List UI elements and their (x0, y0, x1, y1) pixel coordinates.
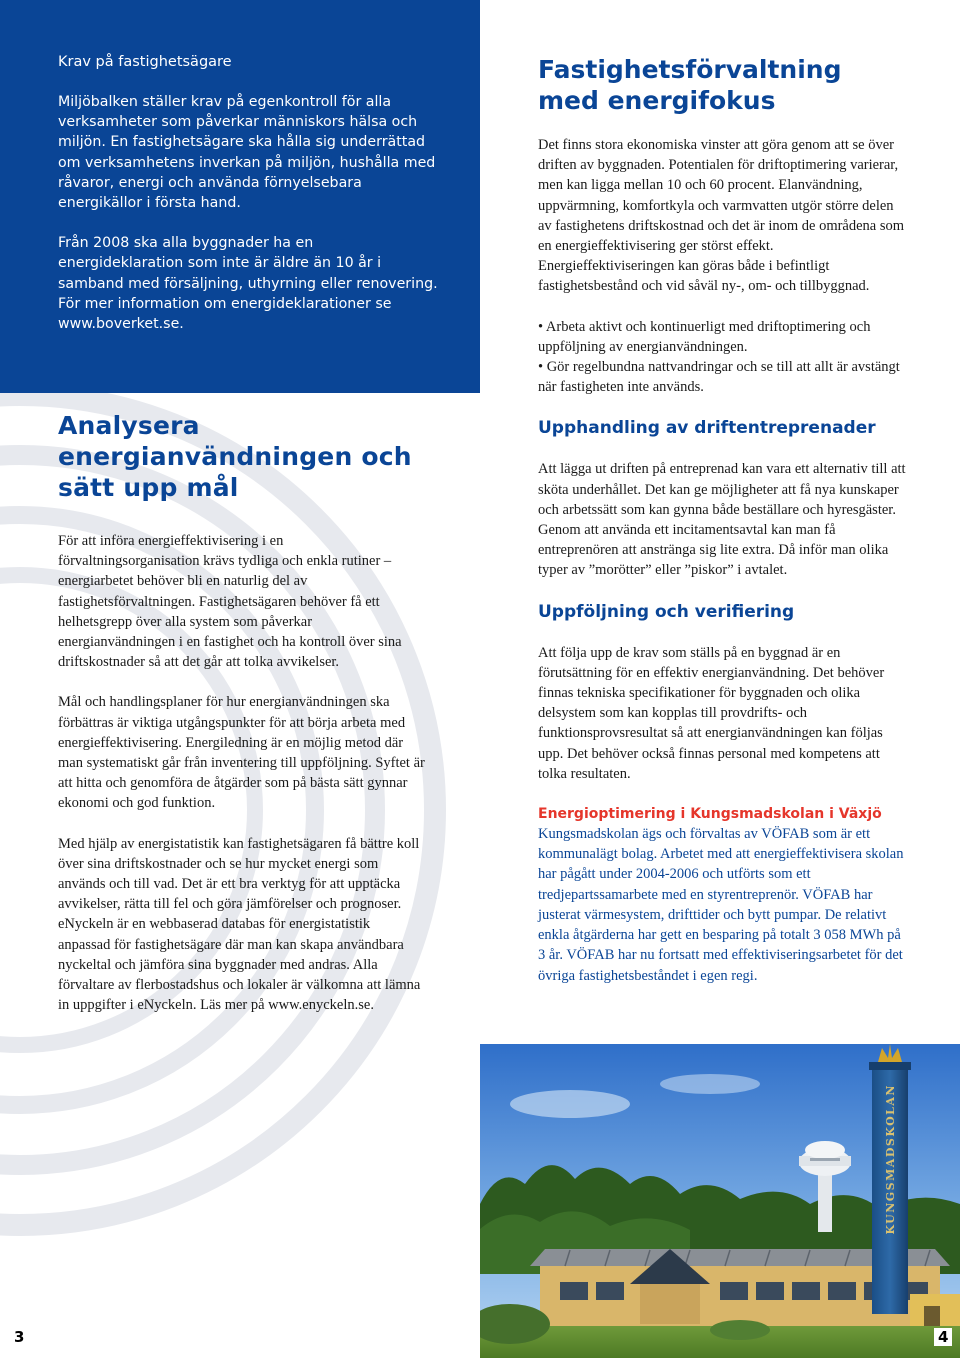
procurement-paragraph: Att lägga ut driften på entreprenad kan vara ett alternativ till att sköta underhållet. Det kan ge möjligheter att få nya kunskaper och arbetssätt som kan gynna både beställare och hyresgäster. Genom att använda ett incitamentsavtal kan man få entreprenören att anstränga sig lite extra. Då inför man olika typer av ”morötter” eller ”piskor” i avtalet. (538, 461, 906, 579)
bullet-item: • Arbeta aktivt och kontinuerligt med driftoptimering och uppföljning av energianvändningen. (538, 318, 871, 355)
page-number-left: 3 (14, 1328, 25, 1346)
section-heading-procurement: Upphandling av driftentreprenader (538, 418, 876, 439)
intro-paragraph: Det finns stora ekonomiska vinster att göra genom att se över driften av byggnaden. Potentialen för driftoptimering varierar, men kan ligga mellan 10 och 60 procent. Elanvändning, uppvärmning, komfortkyla och varmvatten utgör större delen av fastighetens driftskostnad och det är inom de områdena som en energieffektivisering ger störst effekt. Energieffektiviseringen kan göras både i befintligt fastighetsbestånd och vid såväl ny-, om- och tillbyggnad. (538, 137, 905, 295)
fact-box-paragraph: Miljöbalken ställer krav på egenkontroll för alla verksamheter som påverkar människors hälsa och miljön. En fastighetsägare ska hålla sig underrättad om verksamhetens inverkan på miljön, hushålla med råvaror, energi och använda förnyelsebara energikällor i första hand. (58, 94, 436, 212)
body-paragraph: Mål och handlingsplaner för hur energianvändningen ska förbättras är viktiga utgångspunkter för att börja arbeta med energieffektivisering. Energiledning är en möjlig metod där man systematiskt går från inventering till uppföljning. Syftet är att hitta och genomföra de åtgärder som på bästa sätt gynnar ekonomi och god funktion. (58, 694, 425, 812)
fact-box (0, 0, 480, 393)
page-number-right: 4 (934, 1328, 952, 1346)
left-article (58, 410, 426, 1035)
school-photo (480, 1044, 960, 1358)
school-photo-illustration (480, 1044, 960, 1358)
section-heading-followup: Uppföljning och verifiering (538, 601, 795, 622)
body-paragraph: För att införa energieffektivisering i en förvaltningsorganisation krävs tydliga och enkla rutiner – energiarbetet behöver bli en naturlig del av fastighetsförvaltningen. Fastighetsägaren behöver få ett helhetsgrepp över alla system som påverkar energianvändningen i en fastighet och ha kontroll över sina driftskostnader så att det går att tolka avvikelser. (58, 533, 402, 671)
left-article-heading: Analysera energianvändningen och sätt upp mål (58, 411, 412, 502)
right-column (538, 54, 910, 986)
body-paragraph: Med hjälp av energistatistik kan fastighetsägaren få bättre koll över sina driftskostnader och se hur mycket energi som används och till vad. Det är ett bra verktyg för att upptäcka avvikelser, rätta till fel och göra jämförelser och prognoser. eNyckeln är en webbaserad databas för energistatistik anpassad för fastighetsägare där man kan skapa användbara nyckeltal och jämföra sina byggnader med andras. Alla förvaltare av flerbostadshus och lokaler är välkomna att lämna in uppgifter i eNyckeln. Läs mer på www.enyckeln.se. (58, 835, 421, 1014)
bullet-item: • Gör regelbundna nattvandringar och se till att allt är avstängt när fastigheten inte används. (538, 359, 900, 396)
fact-box-paragraph: Från 2008 ska alla byggnader ha en energideklaration som inte är äldre än 10 år i samband med försäljning, uthyrning eller renovering. För mer information om energideklarationer se www.boverket.se. (58, 235, 438, 333)
right-article-heading: Fastighetsförvaltning med energifokus (538, 55, 842, 115)
bullet-list (538, 317, 910, 398)
case-study-paragraph: Kungsmadskolan ägs och förvaltas av VÖFAB som är ett kommunalägt bolag. Arbetet med att energieffektivisera skolan har pågått under 2004-2006 och utförts som ett tredjepartssamarbete med en styrentreprenör. VÖFAB har justerat värmesystem, drifttider och bytt pumpar. De relativt enkla åtgärderna har gett en besparing på totalt 3 058 MWh på 3 år. VÖFAB har nu fortsatt med effektiviseringsarbetet för det övriga fastighetsbeståndet i egen regi. (538, 826, 904, 984)
followup-paragraph: Att följa upp de krav som ställs på en byggnad är en förutsättning för en effektiv energianvändning. Det behöver finnas tekniska specifikationer för byggnaden och olika delsystem som kan kopplas till provdrifts- och funktionsprovsresultat så att energianvändningen kan följas upp. Det behöver också finnas personal med kompetens att tolka resultaten. (538, 644, 885, 782)
case-study-heading: Energioptimering i Kungsmadskolan i Växjö (538, 806, 882, 823)
fact-box-title: Krav på fastighetsägare (58, 54, 232, 70)
tower-lettering: KUNGSMADSKOLAN (884, 1084, 897, 1235)
